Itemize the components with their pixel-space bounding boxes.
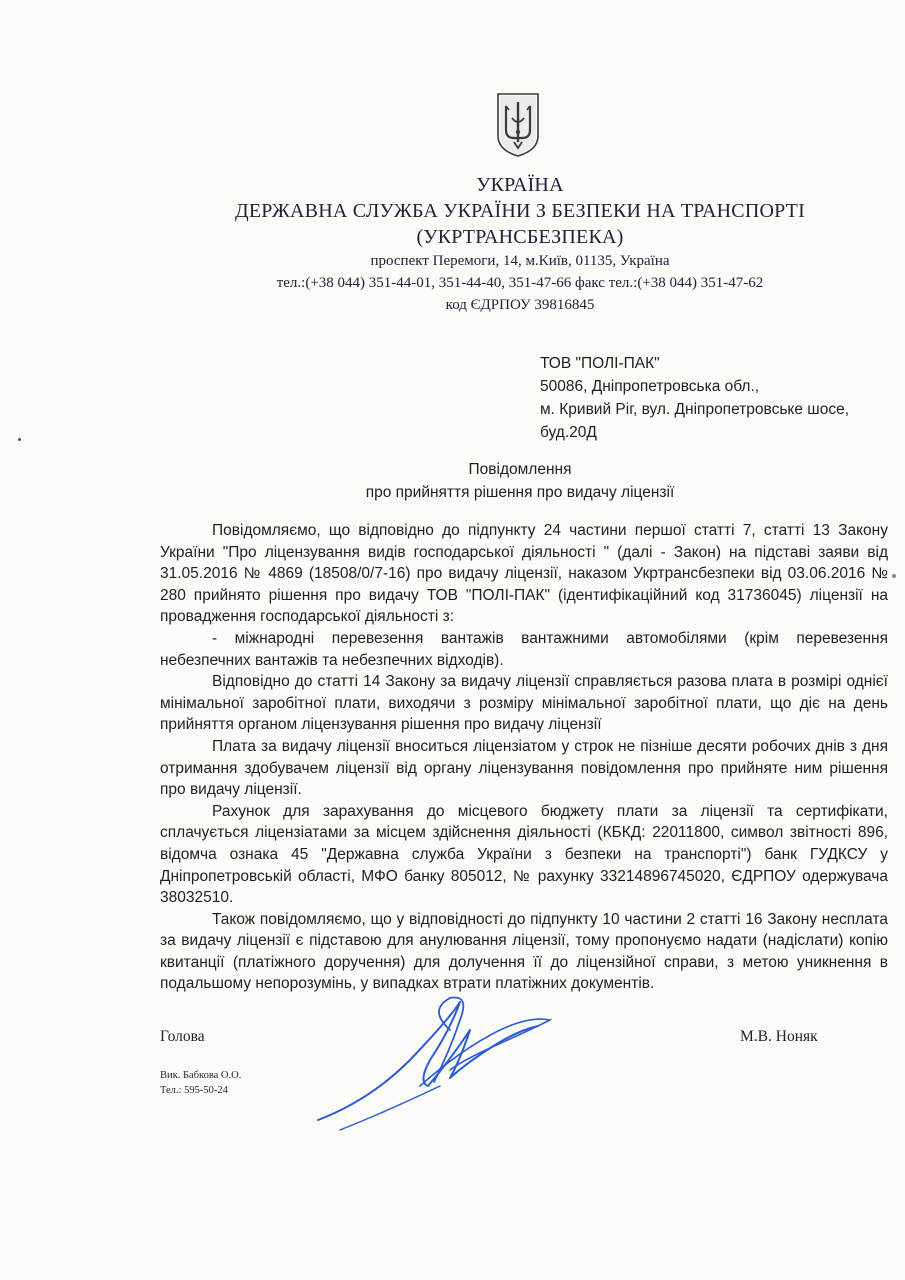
title-line-2: про прийняття рішення про видачу ліцензії (365, 484, 675, 501)
body-paragraph: Плата за видачу ліцензії вноситься ліцензіатом у строк не пізніше десяти робочих днів з дня отримання здобувачем ліцензії від органу ліцензування повідомлення про прийняте ним рішення про видачу ліцензії. (160, 737, 888, 799)
executor-phone: Тел.: 595-50-24 (160, 1085, 228, 1096)
handwritten-signature (300, 990, 600, 1140)
scan-speck (18, 438, 21, 441)
signatory-name: М.В. Ноняк (740, 1028, 818, 1045)
document-title (300, 458, 740, 504)
trident-coat-of-arms-icon (496, 92, 540, 158)
body-paragraph: Рахунок для зарахування до місцевого бюджету плати за ліцензії та сертифікати, сплачується ліцензіатами за місцем здійснення діяльності (КБКД: 22011800, символ звітності 896, відомча ознака 45 "Державна служба України з безпеки на транспорті") банк ГУДКСУ у Дніпропетровській області, МФО банку 805012, № рахунку 33214896745020, ЄДРПОУ одержувача 38032510. (160, 802, 888, 907)
recipient-line: ТОВ "ПОЛІ-ПАК" (540, 355, 660, 372)
recipient-line: буд.20Д (540, 424, 597, 441)
body-paragraph: Також повідомляємо, що у відповідності до підпункту 10 частини 2 статті 16 Закону несплата за видачу ліцензії є підставою для анулювання ліцензії, тому пропонуємо надати (надіслати) копію квитанції (платіжного доручення) для долучення її до ліцензійної справи, з метою уникнення в подальшому непорозумінь, у випадках втрати платіжних документів. (160, 910, 888, 993)
body-paragraph: Відповідно до статті 14 Закону за видачу ліцензії справляється разова плата в розмірі однієї мінімальної заробітної плати, виходячи з розміру мінімальної заробітної плати, що діє на день прийняття органом ліцензування рішення про видачу ліцензії (160, 673, 888, 734)
letterhead (200, 172, 840, 316)
recipient-block (540, 352, 890, 444)
letterhead-abbreviation: (УКРТРАНСБЕЗПЕКА) (416, 226, 624, 248)
body-paragraph: Повідомляємо, що відповідно до підпункту 24 частини першої статті 7, статті 13 Закону України "Про ліцензування видів господарської діяльності " (далі - Закон) на підставі заяви від 31.05.2016 № 4869 (18508/0/7-16) про видачу ліцензії, наказом Укртрансбезпеки від 03.06.2016 № 280 прийнято рішення про видачу ТОВ "ПОЛІ-ПАК" (ідентифікаційний код 31736045) ліцензії на провадження господарської діяльності з: (160, 522, 888, 626)
scan-speck (892, 574, 896, 578)
body-list-item: - міжнародні перевезення вантажів вантажними автомобілями (крім перевезення небезпечних вантажів та небезпечних відходів). (160, 629, 888, 669)
document-body (160, 520, 888, 995)
executor-block (160, 1068, 241, 1098)
letterhead-country: УКРАЇНА (476, 174, 564, 196)
title-line-1: Повідомлення (468, 461, 572, 478)
signatory-position: Голова (160, 1028, 205, 1045)
executor-name: Вик. Бабкова О.О. (160, 1070, 242, 1081)
letterhead-phones: тел.:(+38 044) 351-44-01, 351-44-40, 351-47-66 факс тел.:(+38 044) 351-47-62 (276, 275, 764, 291)
letterhead-edrpou-code: код ЄДРПОУ 39816845 (445, 297, 595, 313)
letterhead-address: проспект Перемоги, 14, м.Київ, 01135, Україна (370, 253, 670, 269)
letterhead-agency: ДЕРЖАВНА СЛУЖБА УКРАЇНИ З БЕЗПЕКИ НА ТРАНСПОРТІ (235, 200, 805, 222)
recipient-line: 50086, Дніпропетровська обл., (540, 378, 760, 395)
recipient-line: м. Кривий Ріг, вул. Дніпропетровське шосе, (540, 401, 850, 418)
